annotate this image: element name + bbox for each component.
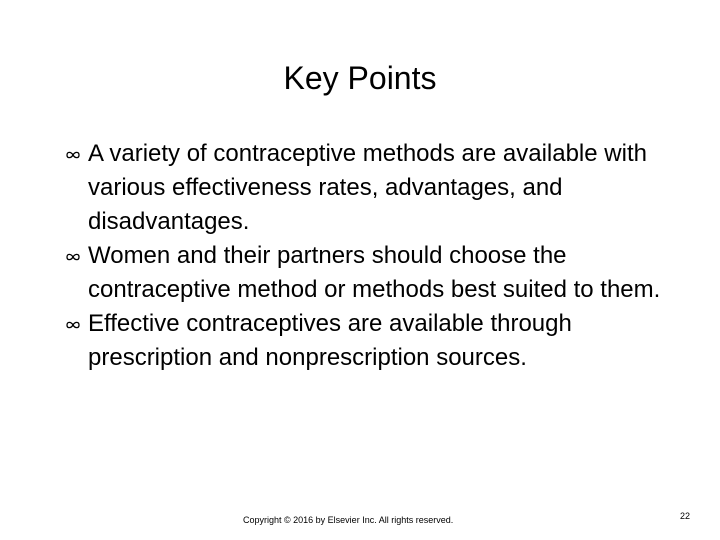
- bullet-list: [66, 137, 676, 375]
- bullet-item: [66, 239, 676, 307]
- bullet-text: A variety of contraceptive methods are available with various effectiveness rates, advantages, and disadvantages.: [88, 140, 647, 235]
- copyright-footer: Copyright © 2016 by Elsevier Inc. All rights reserved.: [243, 515, 454, 525]
- page-number: 22: [679, 511, 690, 521]
- infinity-icon: [66, 320, 80, 330]
- slide-title: Key Points: [283, 60, 437, 96]
- bullet-text: Women and their partners should choose the contraceptive method or methods best suited to them.: [88, 242, 661, 303]
- bullet-item: [66, 307, 676, 375]
- infinity-icon: [66, 252, 80, 262]
- bullet-item: [66, 137, 676, 239]
- infinity-icon: [66, 150, 80, 160]
- bullet-text: Effective contraceptives are available through prescription and nonprescription sources.: [88, 310, 572, 371]
